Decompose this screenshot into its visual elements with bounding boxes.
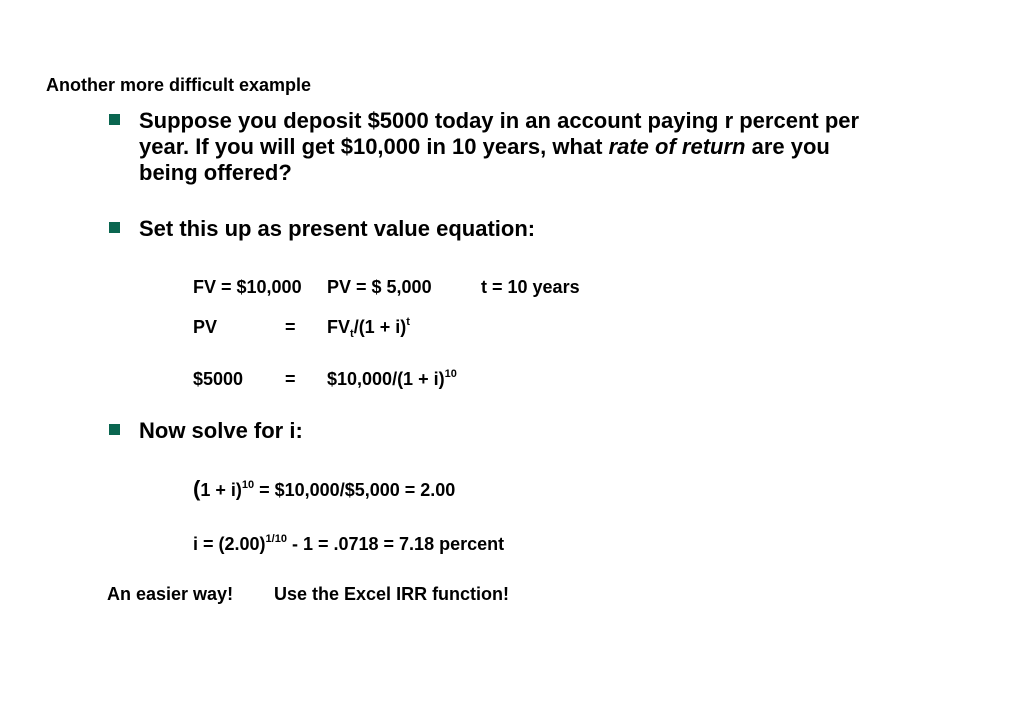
footer-easier-way: An easier way!: [107, 584, 234, 604]
eq1-equals: =: [285, 317, 296, 337]
bullet-text-deposit-problem: [139, 108, 939, 186]
solve2-rest: - 1 = .0718 = 7.18 percent: [286, 534, 505, 554]
bullet1-line1: Suppose you deposit $5000 today in an account paying r percent per: [139, 108, 860, 133]
given-pv: PV = $ 5,000: [327, 277, 432, 297]
solve2-sup: 1/10: [265, 533, 287, 545]
bullet-square-icon: [109, 114, 120, 125]
bullet-square-icon: [109, 424, 120, 435]
solve1-sup: 10: [241, 479, 255, 491]
eq1-sup: t: [406, 316, 410, 328]
bullet1-line2-pre: year. If you will get $10,000 in 10 years, what: [139, 134, 609, 159]
bullet-text-solve: Now solve for i:: [139, 418, 303, 443]
solve2-pre: i = (2.00): [193, 534, 266, 554]
eq1-rhs: [327, 317, 410, 338]
eq1-lhs: PV: [193, 317, 218, 337]
bullet1-line3: being offered?: [139, 160, 292, 185]
eq2-rhs: [327, 369, 457, 390]
eq2-lhs: $5000: [193, 369, 244, 389]
solve1: [193, 476, 455, 502]
given-fv: FV = $10,000: [193, 277, 302, 297]
slide-title: Another more difficult example: [46, 75, 312, 95]
eq1-mid: /(1 + i): [353, 317, 407, 337]
bullet1-line2-post: are you: [745, 134, 830, 159]
bullet-square-icon: [109, 222, 120, 233]
eq2-sup: 10: [444, 368, 457, 380]
solve1-rest: = $10,000/$5,000 = 2.00: [254, 480, 456, 500]
solve2: [193, 534, 504, 555]
eq1-fv: FV: [327, 317, 351, 337]
bullet1-emphasis: rate of return: [608, 134, 746, 159]
eq1-sub: t: [350, 328, 354, 340]
solve1-base: 1 + i): [200, 480, 242, 500]
eq2-rhs-text: $10,000/(1 + i): [327, 369, 445, 389]
given-t: t = 10 years: [481, 277, 580, 297]
footer-excel-irr: Use the Excel IRR function!: [274, 584, 510, 604]
bullet-text-setup: Set this up as present value equation:: [139, 216, 536, 241]
solve1-open-paren: (: [193, 476, 201, 501]
eq2-equals: =: [285, 369, 296, 389]
